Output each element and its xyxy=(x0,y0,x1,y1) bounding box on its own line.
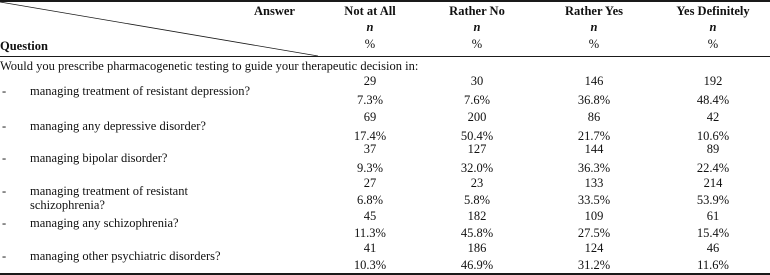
column-header-yes-definitely: Yes Definitely xyxy=(676,4,750,18)
cell-n: 30 xyxy=(470,74,484,88)
cell-pct: 9.3% xyxy=(356,161,384,175)
column-header-rather-no: Rather No xyxy=(449,4,505,18)
row-question-line-2: schizophrenia? xyxy=(30,198,105,212)
cell-n: 86 xyxy=(587,110,601,124)
cell-n: 45 xyxy=(363,209,377,223)
cell-pct: 46.9% xyxy=(460,258,494,272)
cell-pct: 11.6% xyxy=(697,258,729,272)
column-n-label: n xyxy=(709,20,717,34)
cell-pct: 17.4% xyxy=(353,129,387,143)
cell-n: 127 xyxy=(467,142,487,156)
cell-pct: 48.4% xyxy=(696,93,730,107)
cell-n: 133 xyxy=(584,176,604,190)
cell-n: 109 xyxy=(584,209,604,223)
cell-pct: 45.8% xyxy=(460,226,494,240)
column-header-rather-yes: Rather Yes xyxy=(565,4,623,18)
cell-n: 144 xyxy=(584,142,604,156)
cell-pct: 27.5% xyxy=(577,226,611,240)
cell-n: 146 xyxy=(584,74,604,88)
cell-pct: 15.4% xyxy=(696,226,730,240)
cell-n: 182 xyxy=(467,209,487,223)
question-header-label: Question xyxy=(0,39,48,53)
row-question: managing treatment of resistant depression? xyxy=(30,84,251,98)
row-bullet: - xyxy=(2,151,7,165)
column-pct-label: % xyxy=(707,37,719,51)
cell-n: 124 xyxy=(584,241,604,255)
column-n-label: n xyxy=(366,20,374,34)
row-bullet: - xyxy=(2,216,7,230)
cell-pct: 7.6% xyxy=(463,93,491,107)
row-question: managing any depressive disorder? xyxy=(30,119,206,133)
cell-n: 89 xyxy=(706,142,720,156)
cell-n: 214 xyxy=(703,176,723,190)
column-pct-label: % xyxy=(588,37,600,51)
row-bullet: - xyxy=(2,249,7,263)
cell-n: 29 xyxy=(363,74,377,88)
column-header-not-at-all: Not at All xyxy=(344,4,396,18)
cell-n: 46 xyxy=(706,241,720,255)
cell-pct: 36.3% xyxy=(577,161,611,175)
column-pct-label: % xyxy=(471,37,483,51)
answer-header-label: Answer xyxy=(254,4,295,18)
cell-pct: 5.8% xyxy=(463,193,491,207)
cell-pct: 7.3% xyxy=(356,93,384,107)
cell-pct: 10.6% xyxy=(696,129,730,143)
cell-n: 186 xyxy=(467,241,487,255)
cell-pct: 32.0% xyxy=(460,161,494,175)
row-bullet: - xyxy=(2,119,7,133)
cell-n: 41 xyxy=(363,241,377,255)
row-bullet: - xyxy=(2,84,7,98)
cell-pct: 10.3% xyxy=(353,258,387,272)
cell-pct: 31.2% xyxy=(577,258,611,272)
column-n-label: n xyxy=(590,20,598,34)
cell-pct: 50.4% xyxy=(460,129,494,143)
cell-n: 42 xyxy=(706,110,720,124)
cell-pct: 22.4% xyxy=(696,161,730,175)
column-n-label: n xyxy=(473,20,481,34)
column-pct-label: % xyxy=(364,37,376,51)
cell-pct: 21.7% xyxy=(577,129,611,143)
cell-n: 37 xyxy=(363,142,377,156)
row-question-line-1: managing treatment of resistant xyxy=(30,184,188,198)
row-question: managing other psychiatric disorders? xyxy=(30,249,221,263)
row-question: managing any schizophrenia? xyxy=(30,216,179,230)
cell-pct: 33.5% xyxy=(577,193,611,207)
cell-n: 200 xyxy=(467,110,487,124)
cell-pct: 11.3% xyxy=(354,226,386,240)
cell-n: 69 xyxy=(363,110,377,124)
cell-n: 27 xyxy=(363,176,377,190)
section-title: Would you prescribe pharmacogenetic testing to guide your therapeutic decision in: xyxy=(0,59,419,73)
cell-n: 23 xyxy=(470,176,484,190)
cell-pct: 6.8% xyxy=(356,193,384,207)
cell-n: 192 xyxy=(703,74,723,88)
cell-pct: 53.9% xyxy=(696,193,730,207)
row-question: managing bipolar disorder? xyxy=(30,151,168,165)
cell-n: 61 xyxy=(706,209,720,223)
cell-pct: 36.8% xyxy=(577,93,611,107)
row-bullet: - xyxy=(2,184,7,198)
